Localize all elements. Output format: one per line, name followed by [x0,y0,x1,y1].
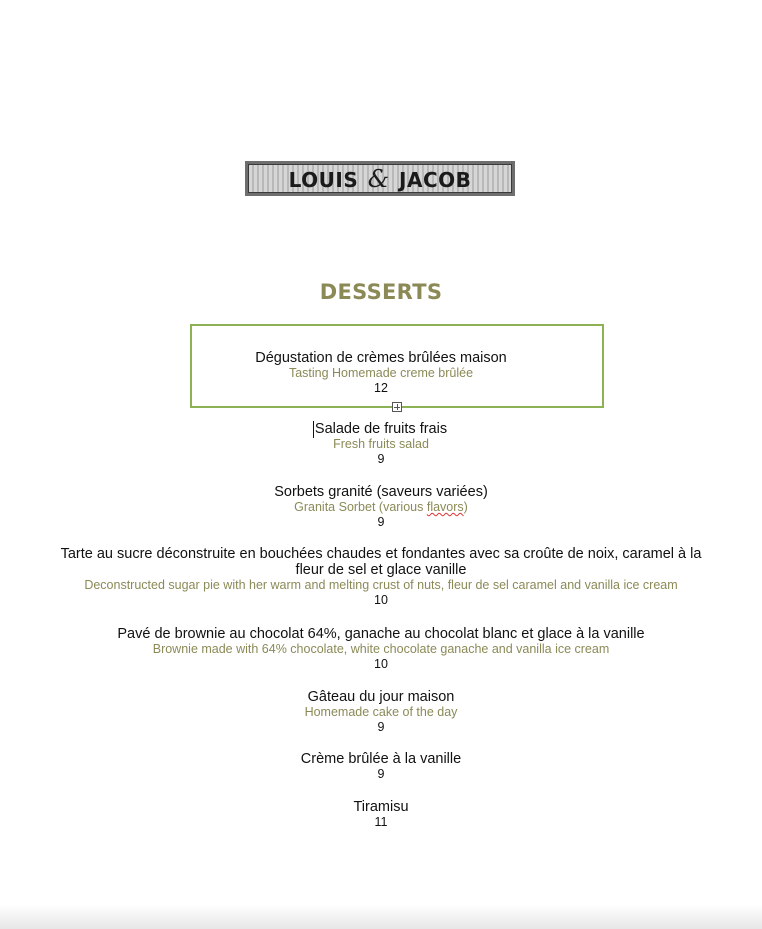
item-name-fr-line2: fleur de sel et glace vanille [295,562,467,578]
menu-item[interactable] [0,751,762,782]
item-name-fr: Crème brûlée à la vanille [300,751,462,767]
restaurant-logo [245,161,515,196]
item-name-fr: Salade de fruits frais [314,421,448,437]
page-bottom-shadow [0,905,762,929]
item-name-en: Tasting Homemade creme brûlée [288,366,474,380]
spellcheck-word[interactable]: flavors [426,500,464,514]
menu-item[interactable] [0,689,762,735]
menu-item[interactable] [0,350,762,396]
item-name-en-part: Granita Sorbet (various [294,500,427,514]
item-name-fr: Gâteau du jour maison [307,689,455,705]
item-price: 11 [374,815,388,829]
item-name-en: Homemade cake of the day [304,705,458,719]
table-move-handle-icon[interactable] [392,402,402,412]
item-price: 10 [374,657,388,671]
menu-item[interactable] [0,421,762,467]
logo-ampersand: & [367,164,390,193]
item-name-fr: Pavé de brownie au chocolat 64%, ganache au chocolat blanc et glace à la vanille [117,626,645,642]
menu-item[interactable] [0,484,762,530]
item-price: 9 [377,767,385,781]
menu-item[interactable] [0,799,762,830]
item-name-en: Brownie made with 64% chocolate, white chocolate ganache and vanilla ice cream [152,642,610,656]
item-name-en: Deconstructed sugar pie with her warm and melting crust of nuts, fleur de sel caramel and vanilla ice cream [84,578,678,592]
item-name-fr: Tarte au sucre déconstruite en bouchées chaudes et fondantes avec sa croûte de noix, caramel à la [60,546,702,562]
logo-word-right: JACOB [399,167,472,192]
item-price: 12 [374,381,388,395]
menu-item[interactable] [0,546,762,608]
item-name-en: Fresh fruits salad [333,437,429,451]
logo-word-left: LOUIS [288,167,359,192]
menu-item[interactable] [0,626,762,672]
item-price: 10 [374,593,388,607]
item-price: 9 [377,515,385,529]
item-price: 9 [377,452,385,466]
item-name-fr: Sorbets granité (saveurs variées) [274,484,488,500]
item-name-fr: Tiramisu [353,799,409,815]
section-title: DESSERTS [319,280,443,304]
logo-text [289,165,472,193]
item-price: 9 [377,720,385,734]
logo-plate [248,164,512,193]
item-name-en [0,500,762,515]
item-name-fr: Dégustation de crèmes brûlées maison [255,350,507,366]
item-name-en-part: ) [463,500,468,514]
